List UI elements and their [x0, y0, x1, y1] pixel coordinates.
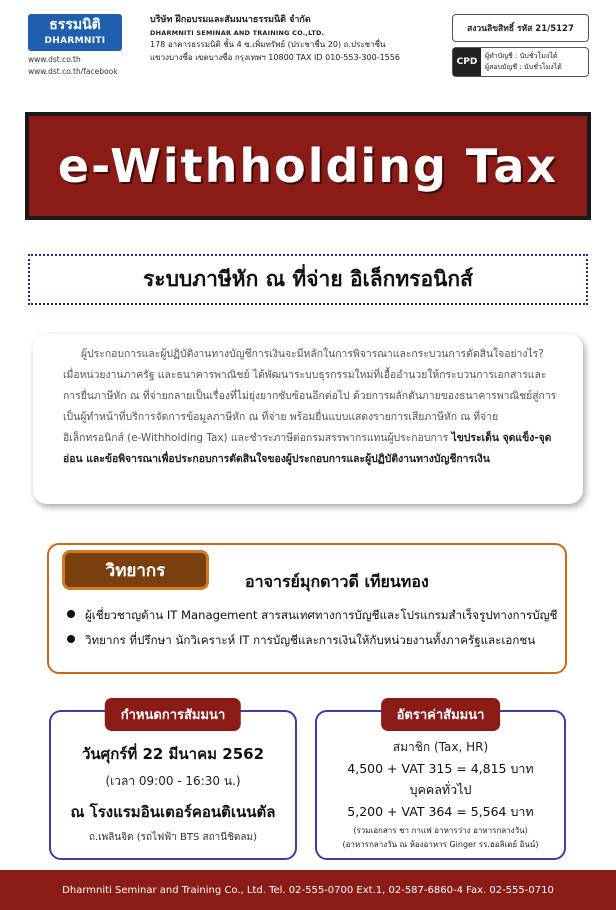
- seminar-date: วันศุกร์ที่ 22 มีนาคม 2562: [82, 745, 264, 763]
- schedule-tab: กำหนดการสัมมนา: [105, 698, 241, 731]
- bullet-icon: [67, 610, 75, 618]
- company-name-thai: บริษัท ฝึกอบรมและสัมมนาธรรมนิติ จำกัด: [150, 15, 311, 25]
- general-price: 5,200 + VAT 364 = 5,564 บาท: [347, 804, 534, 819]
- cpd-box: [452, 47, 589, 77]
- bullet-icon: [67, 635, 75, 643]
- speaker-section: [47, 543, 567, 674]
- footer-contact: Dharmniti Seminar and Training Co., Ltd. Tel. 02-555-0700 Ext.1, 02-587-6860-4 Fax. 02-555-0710: [0, 870, 616, 910]
- facebook-link[interactable]: www.dst.co.th/facebook: [28, 67, 118, 76]
- company-info: [150, 14, 440, 64]
- cpd-auditor-row: ผู้สอบบัญชี : นับชั่วโมงได้: [485, 63, 562, 71]
- fee-tab: อัตราค่าสัมมนา: [381, 698, 501, 731]
- seminar-time: (เวลา 09:00 - 16:30 น.): [105, 774, 241, 788]
- list-item: [67, 603, 562, 628]
- copyright-code: สงวนลิขสิทธิ์ รหัส 21/5127: [452, 14, 589, 42]
- subtitle-box: [28, 254, 588, 305]
- intro-paragraph: [63, 344, 559, 470]
- intro-highlight: ไขประเด็น จุดแข็ง-จุดอ่อน และข้อพิจารณาเพื่อประกอบการตัดสินใจของผู้ประกอบการและผู้ปฏิบัติงานทางบัญชีการเงิน: [63, 432, 552, 465]
- intro-text: ผู้ประกอบการและผู้ปฏิบัติงานทางบัญชีการเงินจะมีหลักในการพิจารณาและกระบวนการตัดสินใจอย่างไร? เมื่อหน่วยงานภาครัฐ และธนาคารพาณิชย์ ได้พัฒนาระบบธุรกรรมใหม่ที่เอื้ออำนวยให้กระบวนการเอกสารและการยื่นภาษีหัก ณ ที่จ่ายกลายเป็นเรื่องที่ไม่ยุ่งยากซับซ้อนอีกต่อไป ด้วยการผลักดันภายของธนาคารพาณิชย์สู่การเป็นผู้ทำหน้าที่บริการจัดการข้อมูลภาษีหัก ณ ที่จ่าย พร้อมยื่นแบบแสดงรายการเสียภาษีหัก ณ ที่จ่าย อิเล็กทรอนิกส์ (e-Withholding Tax) และชำระภาษีต่อกรมสรรพากรแทนผู้ประกอบการ: [63, 348, 557, 444]
- speaker-tab: วิทยากร: [62, 550, 209, 590]
- speaker-name: อาจารย์มุกดาวดี เทียนทอง: [245, 572, 429, 591]
- website-link[interactable]: www.dst.co.th: [28, 55, 81, 64]
- title-banner: [25, 112, 591, 220]
- speaker-bio-list: [67, 603, 562, 653]
- logo-text-english: DHARMNITI: [44, 36, 106, 46]
- fee-note-lunch: (อาหารกลางวัน ณ ห้องอาหาร Ginger รร.ฮอลิเดย์ อินน์): [342, 840, 539, 849]
- schedule-card: [49, 710, 297, 860]
- general-label: บุคคลทั่วไป: [409, 782, 472, 797]
- member-label: สมาชิก (Tax, HR): [392, 740, 489, 754]
- fee-note-included: (รวมเอกสาร ชา กาแฟ อาหารว่าง อาหารกลางวัน): [353, 826, 528, 835]
- dharmniti-logo: [28, 14, 122, 51]
- list-item: [67, 628, 562, 653]
- speaker-bio-item: วิทยากร ที่ปรึกษา นักวิเคราะห์ IT การบัญชีและการเงินให้กับหน่วยงานทั้งภาครัฐและเอกชน: [85, 633, 536, 647]
- intro-box: [33, 334, 583, 504]
- speaker-bio-item: ผู้เชี่ยวชาญด้าน IT Management สารสนเทศทางการบัญชีและโปรแกรมสำเร็จรูปทางการบัญชี: [85, 608, 558, 622]
- fee-card: [315, 710, 566, 860]
- company-address-line2: แขวงบางซื่อ เขตบางซื่อ กรุงเทพฯ 10800 TAX ID 010-553-300-1556: [150, 52, 400, 62]
- seminar-venue: ณ โรงแรมอินเตอร์คอนติเนนตัล: [70, 803, 276, 821]
- page-subtitle: ระบบภาษีหัก ณ ที่จ่าย อิเล็กทรอนิกส์: [143, 267, 473, 291]
- logo-text-thai: ธรรมนิติ: [49, 17, 101, 33]
- member-price: 4,500 + VAT 315 = 4,815 บาท: [347, 761, 534, 776]
- cpd-label: CPD: [453, 48, 481, 76]
- company-address-line1: 178 อาคารธรรมนิติ ชั้น 4 ซ.เพิ่มทรัพย์ (ประชาชื่น 20) ถ.ประชาชื่น: [150, 40, 386, 49]
- page-title: e-Withholding Tax: [57, 139, 559, 193]
- seminar-location: ถ.เพลินจิต (รถไฟฟ้า BTS สถานีชิดลม): [88, 832, 258, 843]
- company-name-english: DHARMNITI SEMINAR AND TRAINING CO.,LTD.: [150, 28, 325, 37]
- cpd-accountant-row: ผู้ทำบัญชี : นับชั่วโมงได้: [485, 52, 558, 60]
